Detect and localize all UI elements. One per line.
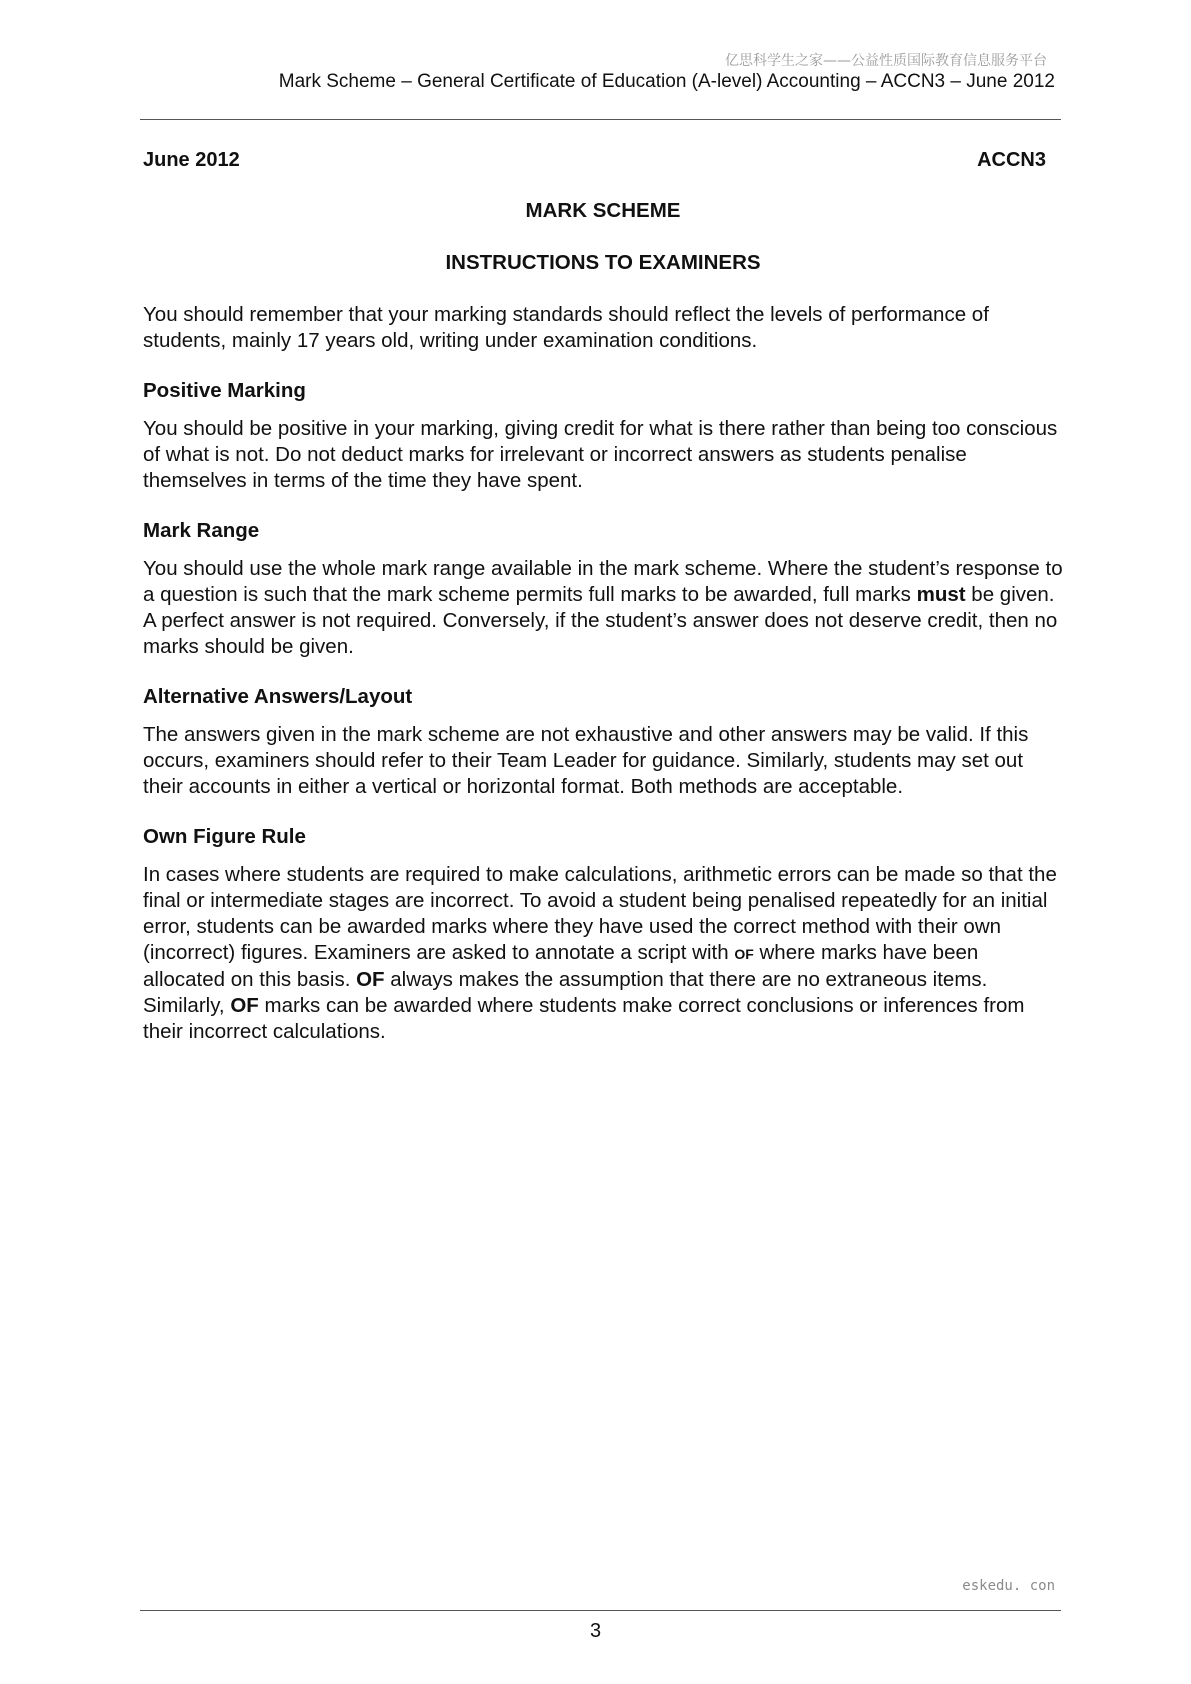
section-mark-range [143, 518, 1063, 660]
section-own-figure-rule [143, 824, 1063, 1045]
document-body [143, 198, 1063, 1045]
of-annotation-bold: OF [230, 994, 259, 1017]
section-body [143, 556, 1063, 660]
section-heading: Own Figure Rule [143, 825, 306, 848]
footer-watermark: eskedu. con [962, 1578, 1055, 1594]
body-text: You should use the whole mark range available in the mark scheme. Where the student’s response to a question is such that the mark scheme permits full marks to be awarded, full marks [143, 557, 1063, 606]
paper-code: ACCN3 [977, 149, 1046, 171]
section-body [143, 862, 1063, 1045]
body-text: In cases where students are required to make calculations, arithmetic errors can be made so that the final or intermediate stages are incorrect. To avoid a student being penalised repeatedly for an initial error, students can be awarded marks where they have used the correct method with their own (incorrect) figures. Examiners are asked to annotate a script with [143, 863, 1057, 964]
of-annotation-bold: OF [356, 968, 385, 991]
body-text: be given. A perfect answer is not required. Conversely, if the student’s answer does not deserve credit, then no marks should be given. [143, 583, 1058, 658]
of-annotation-small: OF [734, 946, 754, 962]
intro-paragraph: You should remember that your marking standards should reflect the levels of performance of students, mainly 17 years old, writing under examination conditions. [143, 303, 989, 352]
footer-divider [140, 1610, 1061, 1611]
section-heading: Positive Marking [143, 379, 306, 402]
header-divider [140, 119, 1061, 120]
running-header: Mark Scheme – General Certificate of Education (A-level) Accounting – ACCN3 – June 2012 [278, 71, 1055, 92]
document-subtitle: INSTRUCTIONS TO EXAMINERS [445, 251, 761, 274]
section-heading: Alternative Answers/Layout [143, 685, 413, 708]
section-positive-marking [143, 378, 1063, 494]
header-watermark: 亿思科学生之家——公益性质国际教育信息服务平台 [725, 53, 1047, 69]
section-body: The answers given in the mark scheme are not exhaustive and other answers may be valid. If this occurs, examiners should refer to their Team Leader for guidance. Similarly, students may set out their accounts in either a vertical or horizontal format. Both methods are acceptable. [143, 723, 1029, 798]
body-text: where marks have been allocated on this basis. [143, 941, 979, 991]
page-header [140, 52, 1055, 94]
body-text: always makes the assumption that there are no extraneous items. Similarly, [143, 968, 988, 1017]
emphasis-must: must [916, 583, 966, 606]
meta-row [143, 148, 1046, 172]
section-alternative-answers [143, 684, 1063, 800]
document-title: MARK SCHEME [525, 199, 681, 222]
section-body: You should be positive in your marking, giving credit for what is there rather than being too conscious of what is not. Do not deduct marks for irrelevant or incorrect answers as students penalise themselves in terms of the time they have spent. [143, 417, 1058, 492]
section-heading: Mark Range [143, 519, 260, 542]
body-text: marks can be awarded where students make correct conclusions or inferences from their incorrect calculations. [143, 994, 1025, 1043]
page-number: 3 [589, 1620, 602, 1642]
exam-date: June 2012 [143, 149, 240, 171]
